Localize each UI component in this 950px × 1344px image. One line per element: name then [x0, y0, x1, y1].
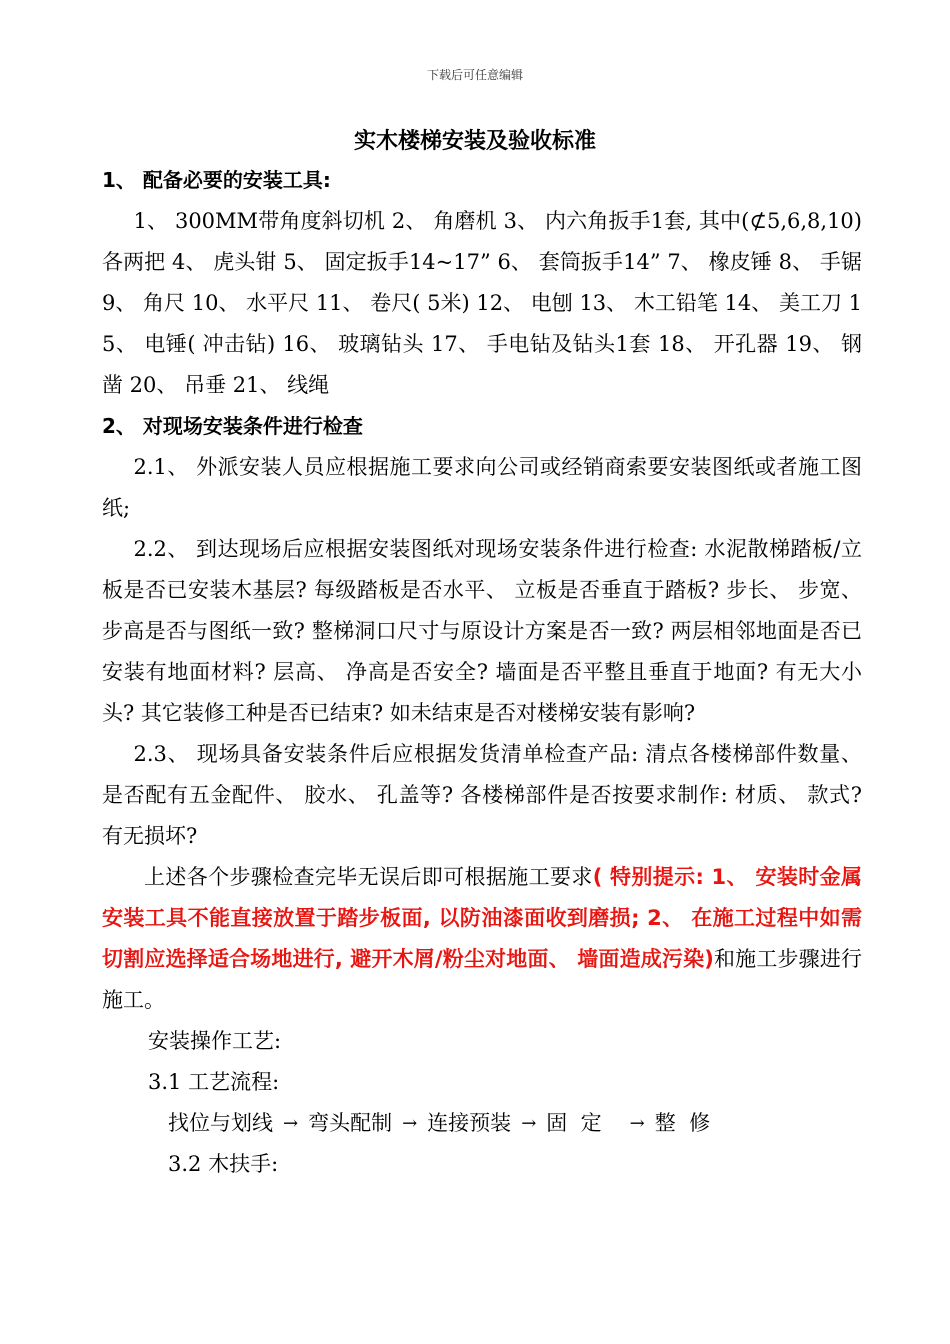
arrow-right-icon: →: [283, 1113, 299, 1134]
section-3-1-label: 3.1 工艺流程:: [148, 1070, 280, 1094]
document-body: [102, 160, 862, 1185]
section-1-heading: 1、 配备必要的安装工具:: [102, 168, 331, 192]
summary-paragraph: [102, 857, 862, 1021]
arrow-right-icon: →: [521, 1113, 537, 1134]
tools-list: 1、 300MM带角度斜切机 2、 角磨机 3、 内六角扳手1套, 其中(⊄5,6,8,10)各两把 4、 虎头钳 5、 固定扳手14~17” 6、 套筒扳手14” 7、 橡皮锤 8、 手锯 9、 角尺 10、 水平尺 11、 卷尺( 5米) 12、 电刨 13、 木工铅笔 14、 美工刀 15、 电锤( 冲击钻) 16、 玻璃钻头 17、 手电钻及钻头1套 18、 开孔器 19、 钢凿 20、 吊垂 21、 线绳: [102, 209, 862, 397]
flow-step-2: 弯头配制: [308, 1111, 393, 1135]
paragraph-2-2: 2.2、 到达现场后应根据安装图纸对现场安装条件进行检查: 水泥散梯踏板/立板是否已安装木基层? 每级踏板是否水平、 立板是否垂直于踏板? 步长、 步宽、 步高是否与图纸一致? 整梯洞口尺寸与原设计方案是否一致? 两层相邻地面是否已安装有地面材料? 层高、 净高是否安全? 墙面是否平整且垂直于地面? 有无大小头? 其它装修工种是否已结束? 如未结束是否对楼梯安装有影响?: [102, 537, 862, 725]
section-2-heading: 2、 对现场安装条件进行检查: [102, 414, 363, 438]
paragraph-2-3: 2.3、 现场具备安装条件后应根据发货清单检查产品: 清点各楼梯部件数量、 是否配有五金配件、 胶水、 孔盖等? 各楼梯部件是否按要求制作: 材质、 款式? 有无损坏?: [102, 742, 862, 848]
flow-step-3: 连接预装: [427, 1111, 512, 1135]
flow-step-4: 固 定: [546, 1111, 602, 1135]
summary-text-before: 上述各个步骤检查完毕无误后即可根据施工要求: [144, 865, 593, 889]
process-flow: [102, 1103, 862, 1144]
arrow-right-icon: →: [629, 1113, 645, 1134]
paragraph-2-1: 2.1、 外派安装人员应根据施工要求向公司或经销商索要安装图纸或者施工图纸;: [102, 455, 862, 520]
document-title: 实木楼梯安装及验收标准: [353, 129, 596, 154]
summary-text-after: 和施工步骤进行施工。: [102, 947, 863, 1012]
flow-step-1: 找位与划线: [168, 1111, 273, 1135]
section-3-intro: 安装操作工艺:: [148, 1029, 282, 1053]
flow-step-5: 整 修: [654, 1111, 711, 1135]
header-note: 下载后可任意编辑: [426, 68, 523, 82]
special-tip-highlight: ( 特别提示: 1、 安装时金属安装工具不能直接放置于踏步板面, 以防油漆面收到磨损; 2、 在施工过程中如需切割应选择适合场地进行, 避开木屑/粉尘对地面、 墙面造成污染): [102, 865, 863, 971]
arrow-right-icon: →: [402, 1113, 418, 1134]
section-3-2-label: 3.2 木扶手:: [168, 1152, 279, 1176]
